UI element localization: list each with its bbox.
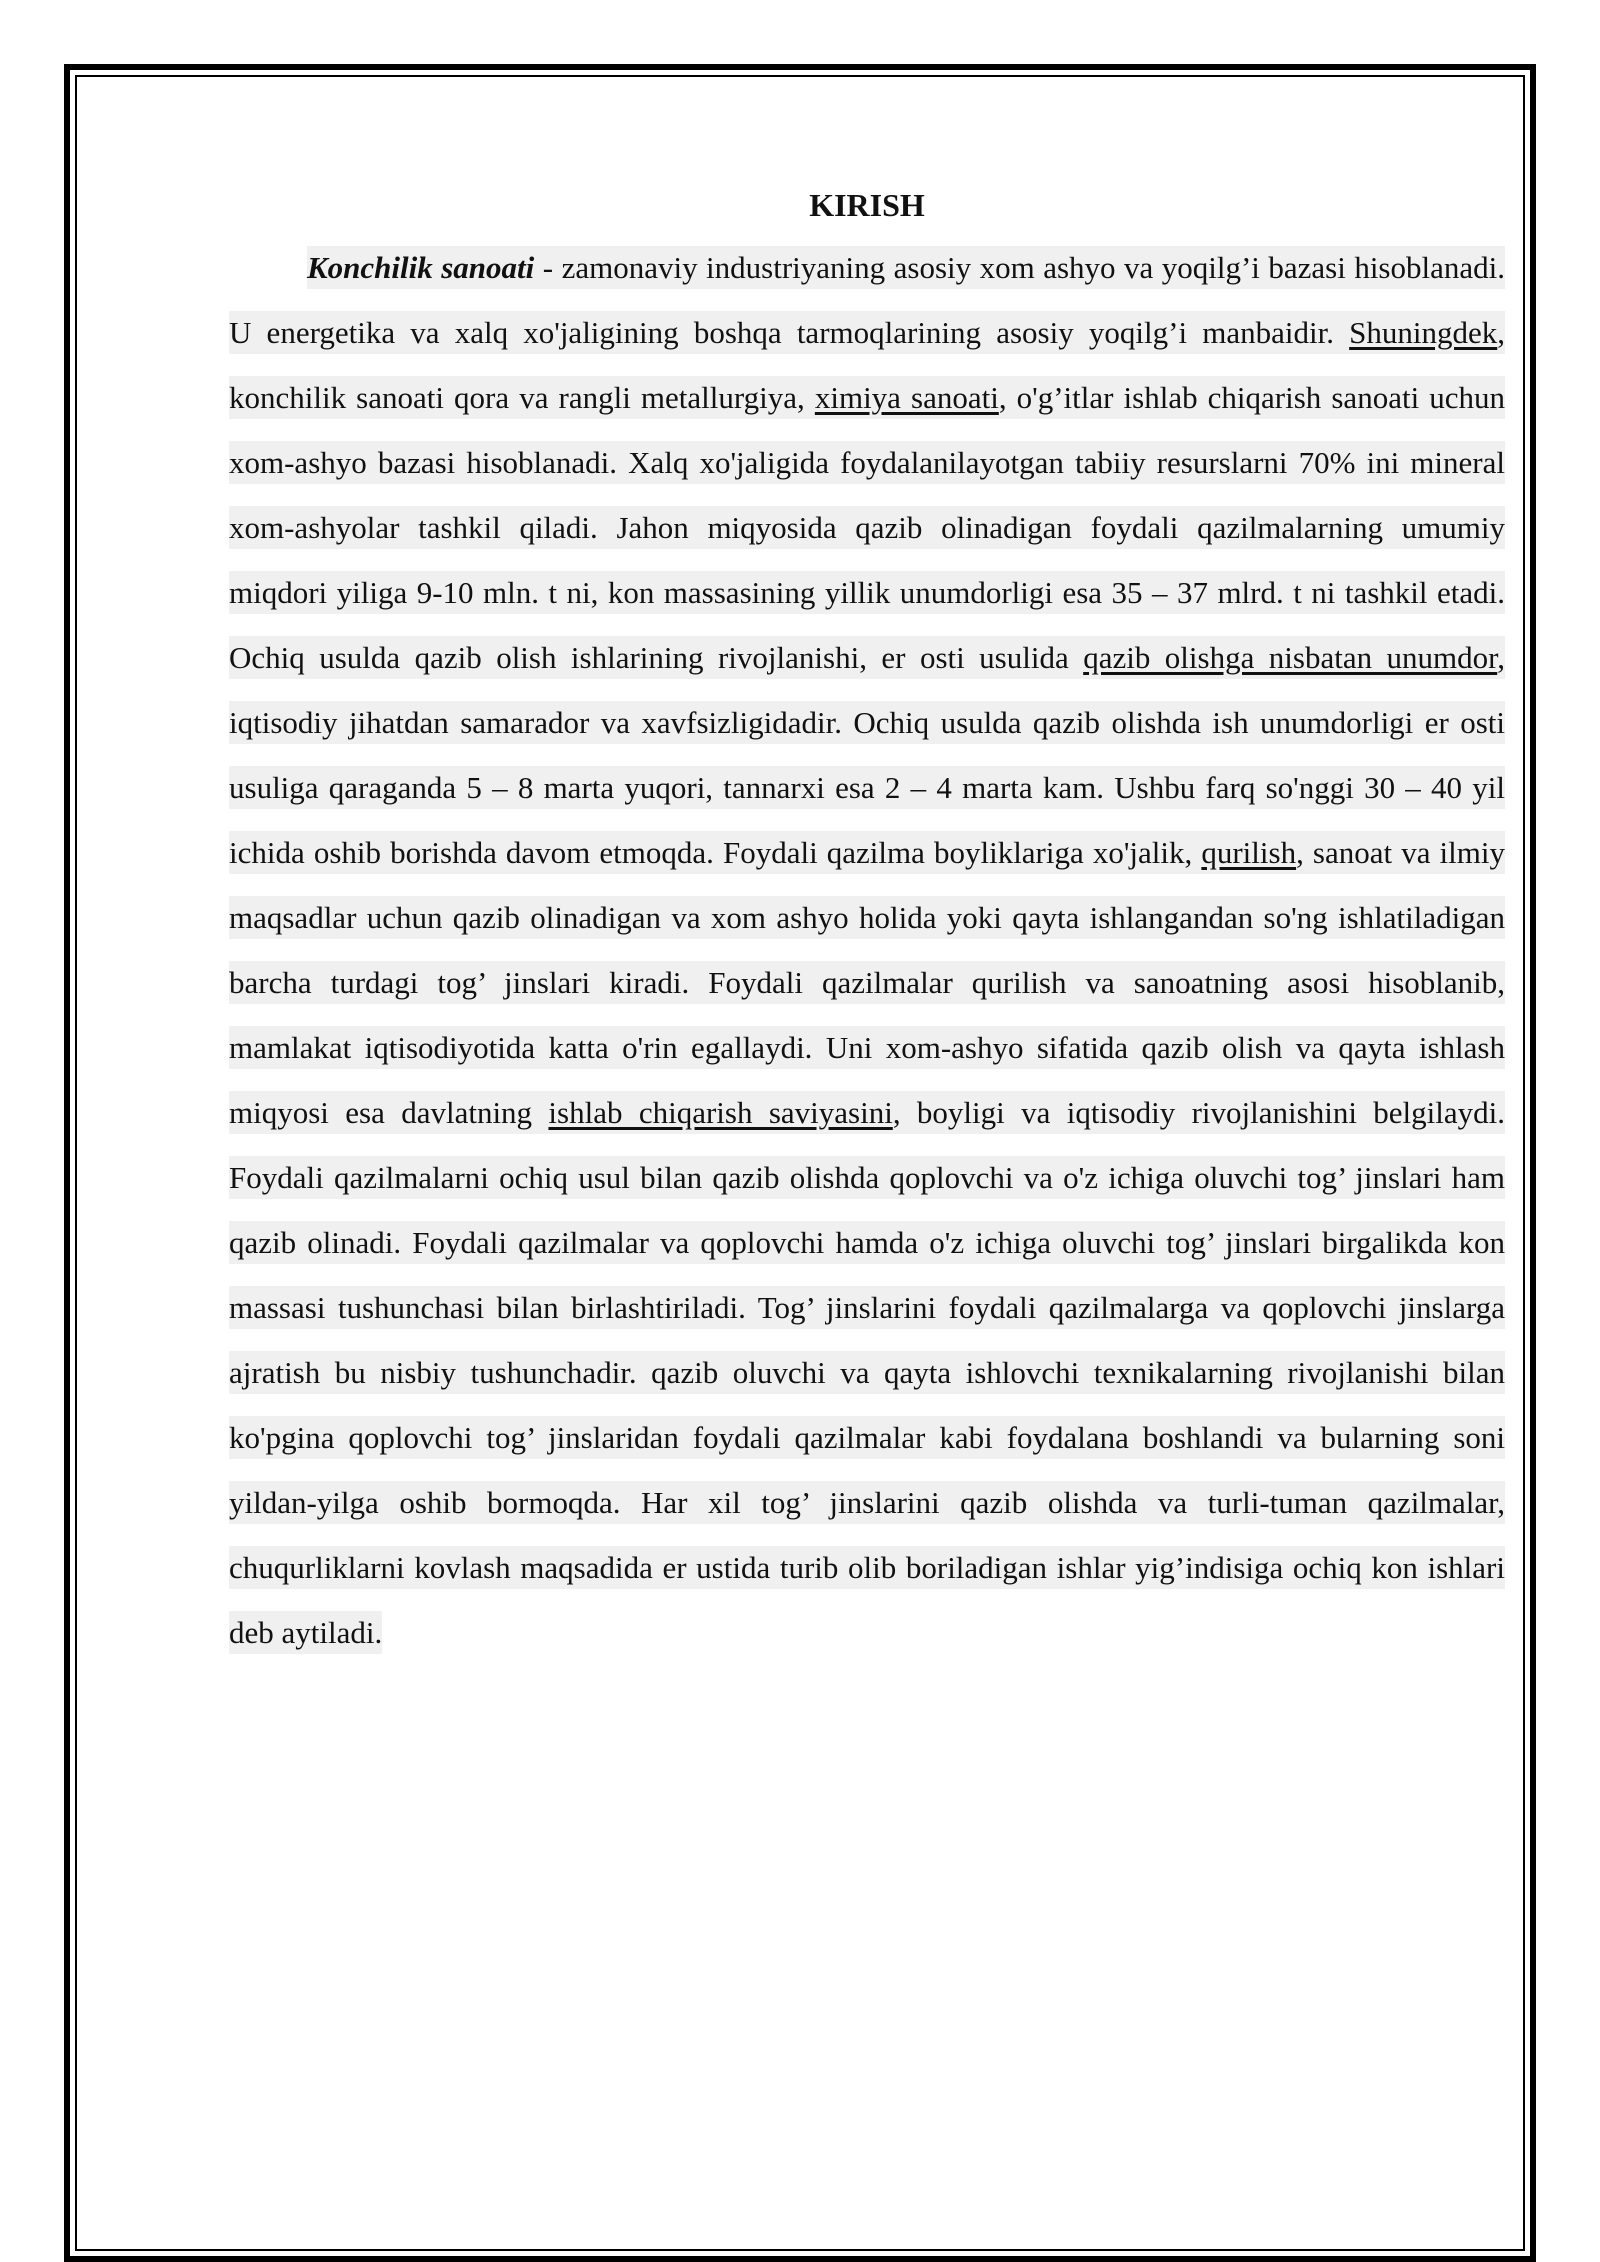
text-segment: , boyligi va iqtisodiy rivojlanishini belgilaydi. Foydali qazilmalarni ochiq usul bilan qazib olishda qoplovchi va o'z ichiga oluvchi tog’ jinslari ham qazib olinadi. Foydali qazilmalar va qoplovchi hamda o'z ichiga oluvchi tog’ jinslari birgalikda kon massasi tushunchasi bilan birlashtiriladi. Tog’ jinslarini foydali qazilmalarga va qoplovchi jinslarga ajratish bu nisbiy tushunchadir. qazib oluvchi va qayta ishlovchi texnikalarning rivojlanishi bilan ko'pgina qoplovchi tog’ jinslaridan foydali qazilmalar kabi foydalana boshlandi va bularning soni yildan-yilga oshib bormoqda. Har xil tog’ jinslarini qazib olishda va turli-tuman qazilmalar, chuqurliklarni kovlash maqsadida er ustida turib olib boriladigan ishlar yig’indisiga ochiq kon ishlari deb aytiladi. — [229, 1095, 1506, 1650]
text-segment: - zamonaviy industriyaning asosiy xom ashyo va yoqilg’i bazasi hisoblanadi. U energetika va xalq xo'jaligining boshqa tarmoqlarining asosiy yoqilg’i manbaidir. — [229, 250, 1505, 350]
highlighted-text — [229, 246, 1505, 1654]
link-qurilish[interactable]: qurilish — [1201, 835, 1297, 870]
text-segment: , o'g’itlar ishlab chiqarish sanoati uchun xom-ashyo bazasi hisoblanadi. Xalq xo'jaligida foydalanilayotgan tabiiy resurslarni 70% ini mineral xom-ashyolar tashkil qiladi. Jahon miqyosida qazib olinadigan foydali qazilmalarning umumiy miqdori yiliga 9-10 mln. t ni, kon massasining yillik unumdorligi esa 35 – 37 mlrd. t ni tashkil etadi. Ochiq usulda qazib olish ishlarining rivojlanishi, er osti usulida — [229, 380, 1506, 675]
text-segment: , iqtisodiy jihatdan samarador va xavfsizligidadir. Ochiq usulda qazib olishda ish unumdorligi er osti usuliga qaraganda 5 – 8 marta yuqori, tannarxi esa 2 – 4 marta kam. Ushbu farq so'nggi 30 – 40 yil ichida oshib borishda davom etmoqda. Foydali qazilma boyliklariga xo'jalik, — [229, 640, 1505, 870]
page-title: KIRISH — [809, 187, 925, 223]
link-ximiya-sanoati[interactable]: ximiya sanoati — [814, 380, 999, 415]
text-segment: , konchilik sanoati qora va rangli metallurgiya, — [229, 315, 1505, 415]
link-qazib-olishga[interactable]: qazib olishga nisbatan unumdor — [1083, 640, 1498, 675]
document-body — [229, 175, 1505, 1665]
link-shuningdek[interactable]: Shuningdek — [1349, 315, 1498, 350]
intro-paragraph — [229, 235, 1505, 1665]
link-ishlab-chiqarish[interactable]: ishlab chiqarish saviyasini — [548, 1095, 893, 1130]
lead-term: Konchilik sanoati — [307, 250, 535, 285]
text-segment: , sanoat va ilmiy maqsadlar uchun qazib olinadigan va xom ashyo holida yoki qayta ishlangandan so'ng ishlatiladigan barcha turdagi tog’ jinslari kiradi. Foydali qazilmalar qurilish va sanoatning asosi hisoblanib, mamlakat iqtisodiyotida katta o'rin egallaydi. Uni xom-ashyo sifatida qazib olish va qayta ishlash miqyosi esa davlatning — [229, 835, 1505, 1130]
